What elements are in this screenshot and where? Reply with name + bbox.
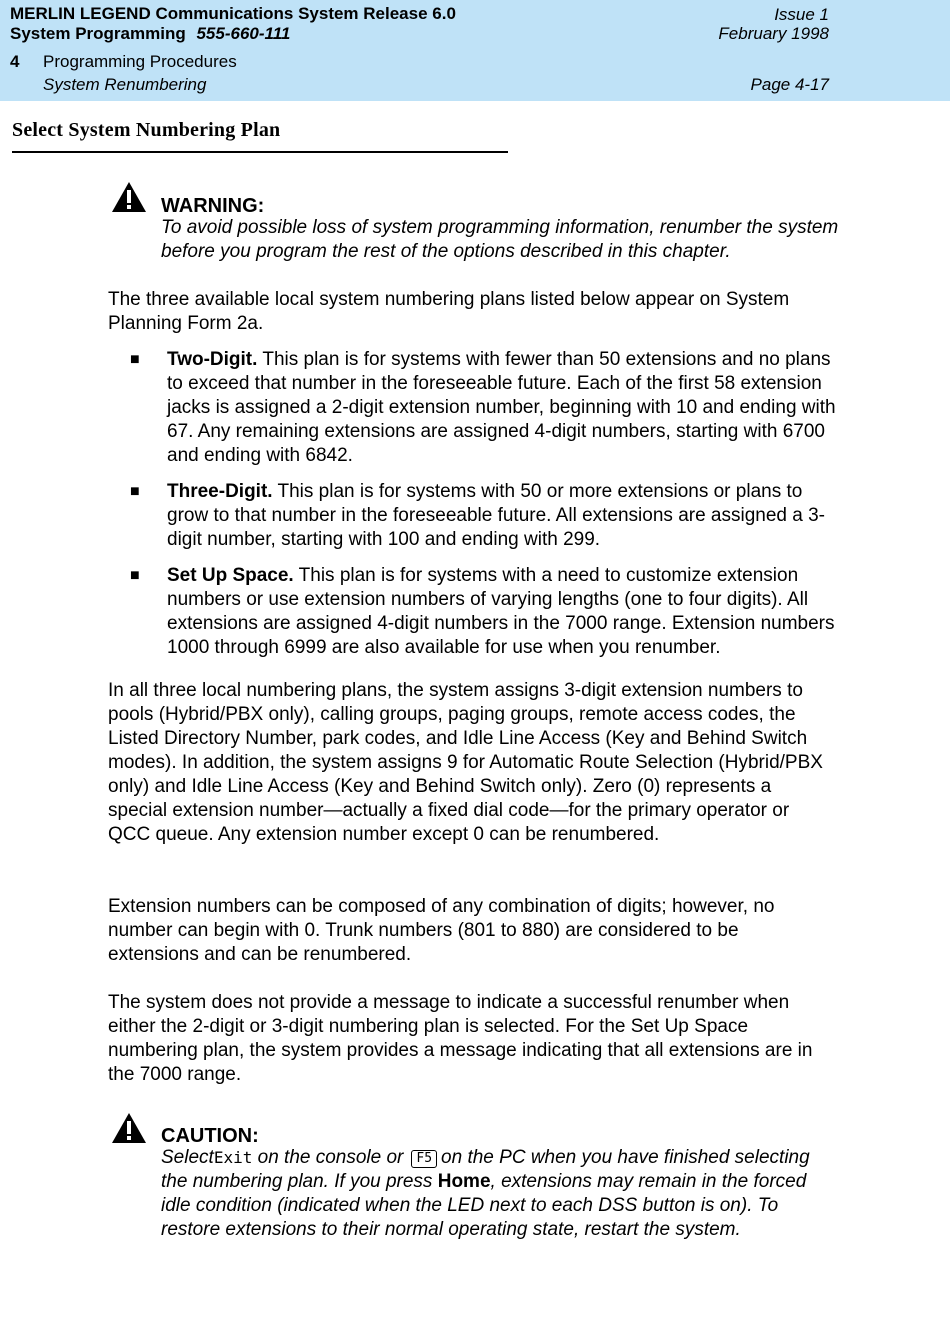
bullet-title: Set Up Space.	[167, 565, 294, 586]
paragraph-numbering-plans: In all three local numbering plans, the system assigns 3-digit extension numbers to pools (Hybrid/PBX only), calling groups, paging groups, remote access codes, the Listed Directory Number, park codes, and Idle Line Access (Key and Behind Switch modes). In addition, the system assigns 9 for Automatic Route Selection (Hybrid/PBX only) and Idle Line Access (Key and Behind Switch only). Zero (0) represents a special extension number—actually a fixed dial code—for the primary operator or QCC queue. Any extension number except 0 can be renumbered.	[108, 680, 823, 845]
header-subtitle-prefix: System Programming	[10, 24, 186, 43]
exit-option-label: Exit	[213, 1148, 253, 1167]
header-issue: Issue 1	[774, 5, 829, 24]
caution-text-part: , extensions may remain in the forced idle condition (indicated when the LED next to each DSS button is on). To restore extensions to their normal operating state, restart the system.	[161, 1171, 807, 1240]
bullet-item-set-up-space	[167, 564, 837, 660]
bullet-body: This plan is for systems with 50 or more extensions or plans to grow to that number in the foreseeable future. All extensions are assigned a 3-digit number, starting with 100 and ending with 299.	[167, 481, 826, 550]
header-date: February 1998	[718, 24, 829, 43]
caution-text	[161, 1146, 841, 1242]
home-key-label: Home	[437, 1171, 491, 1192]
warning-text: To avoid possible loss of system programming information, renumber the system before you program the rest of the options described in this chapter.	[161, 217, 839, 262]
header-page-number: Page 4-17	[750, 75, 829, 94]
f5-key-label: F5	[411, 1150, 437, 1168]
bullet-marker: ■	[130, 483, 140, 500]
bullet-title: Two-Digit.	[167, 349, 258, 370]
bullet-item-two-digit	[167, 348, 837, 468]
paragraph-renumber-message: The system does not provide a message to indicate a successful renumber when either the 2-digit or 3-digit numbering plan is selected. For the Set Up Space numbering plan, the system provides a message indicating that all extensions are in the 7000 range.	[108, 992, 813, 1085]
header-title: MERLIN LEGEND Communications System Release 6.0	[10, 4, 456, 23]
bullet-body: This plan is for systems with a need to customize extension numbers or use extension numbers of varying lengths (one to four digits). All extensions are assigned 4-digit numbers in the 7000 range. Extension numbers 1000 through 6999 are also available for use when you renumber.	[167, 565, 835, 658]
caution-triangle-icon	[111, 1112, 147, 1144]
caution-text-part: on the PC when you have finished selecting the numbering plan. If you press	[161, 1147, 810, 1192]
header-chapter-number: 4	[10, 52, 20, 71]
bullet-marker: ■	[130, 351, 140, 368]
bullet-item-three-digit	[167, 480, 837, 552]
bullet-title: Three-Digit.	[167, 481, 273, 502]
section-divider	[12, 151, 508, 153]
warning-label: WARNING:	[161, 195, 265, 217]
warning-triangle-icon	[111, 181, 147, 213]
header-section-name: System Renumbering	[43, 75, 207, 94]
page-header	[0, 0, 950, 101]
header-subtitle	[10, 24, 290, 44]
bullet-marker: ■	[130, 567, 140, 584]
intro-paragraph: The three available local system numbering plans listed below appear on System Planning Form 2a.	[108, 289, 790, 334]
header-doc-number: 555-660-111	[196, 24, 291, 43]
caution-label: CAUTION:	[161, 1125, 259, 1147]
caution-text-part: on the console or	[252, 1147, 404, 1168]
paragraph-extension-digits: Extension numbers can be composed of any combination of digits; however, no number can begin with 0. Trunk numbers (801 to 880) are considered to be extensions and can be renumbered.	[108, 896, 775, 965]
section-title: Select System Numbering Plan	[12, 119, 281, 141]
header-chapter-name: Programming Procedures	[43, 52, 237, 71]
caution-text-part: Select	[161, 1147, 214, 1168]
bullet-body: This plan is for systems with fewer than 50 extensions and no plans to exceed that number in the foreseeable future. Each of the first 58 extension jacks is assigned a 2-digit extension number, beginning with 10 and ending with 67. Any remaining extensions are assigned 4-digit numbers, starting with 6700 and ending with 6842.	[167, 349, 836, 466]
